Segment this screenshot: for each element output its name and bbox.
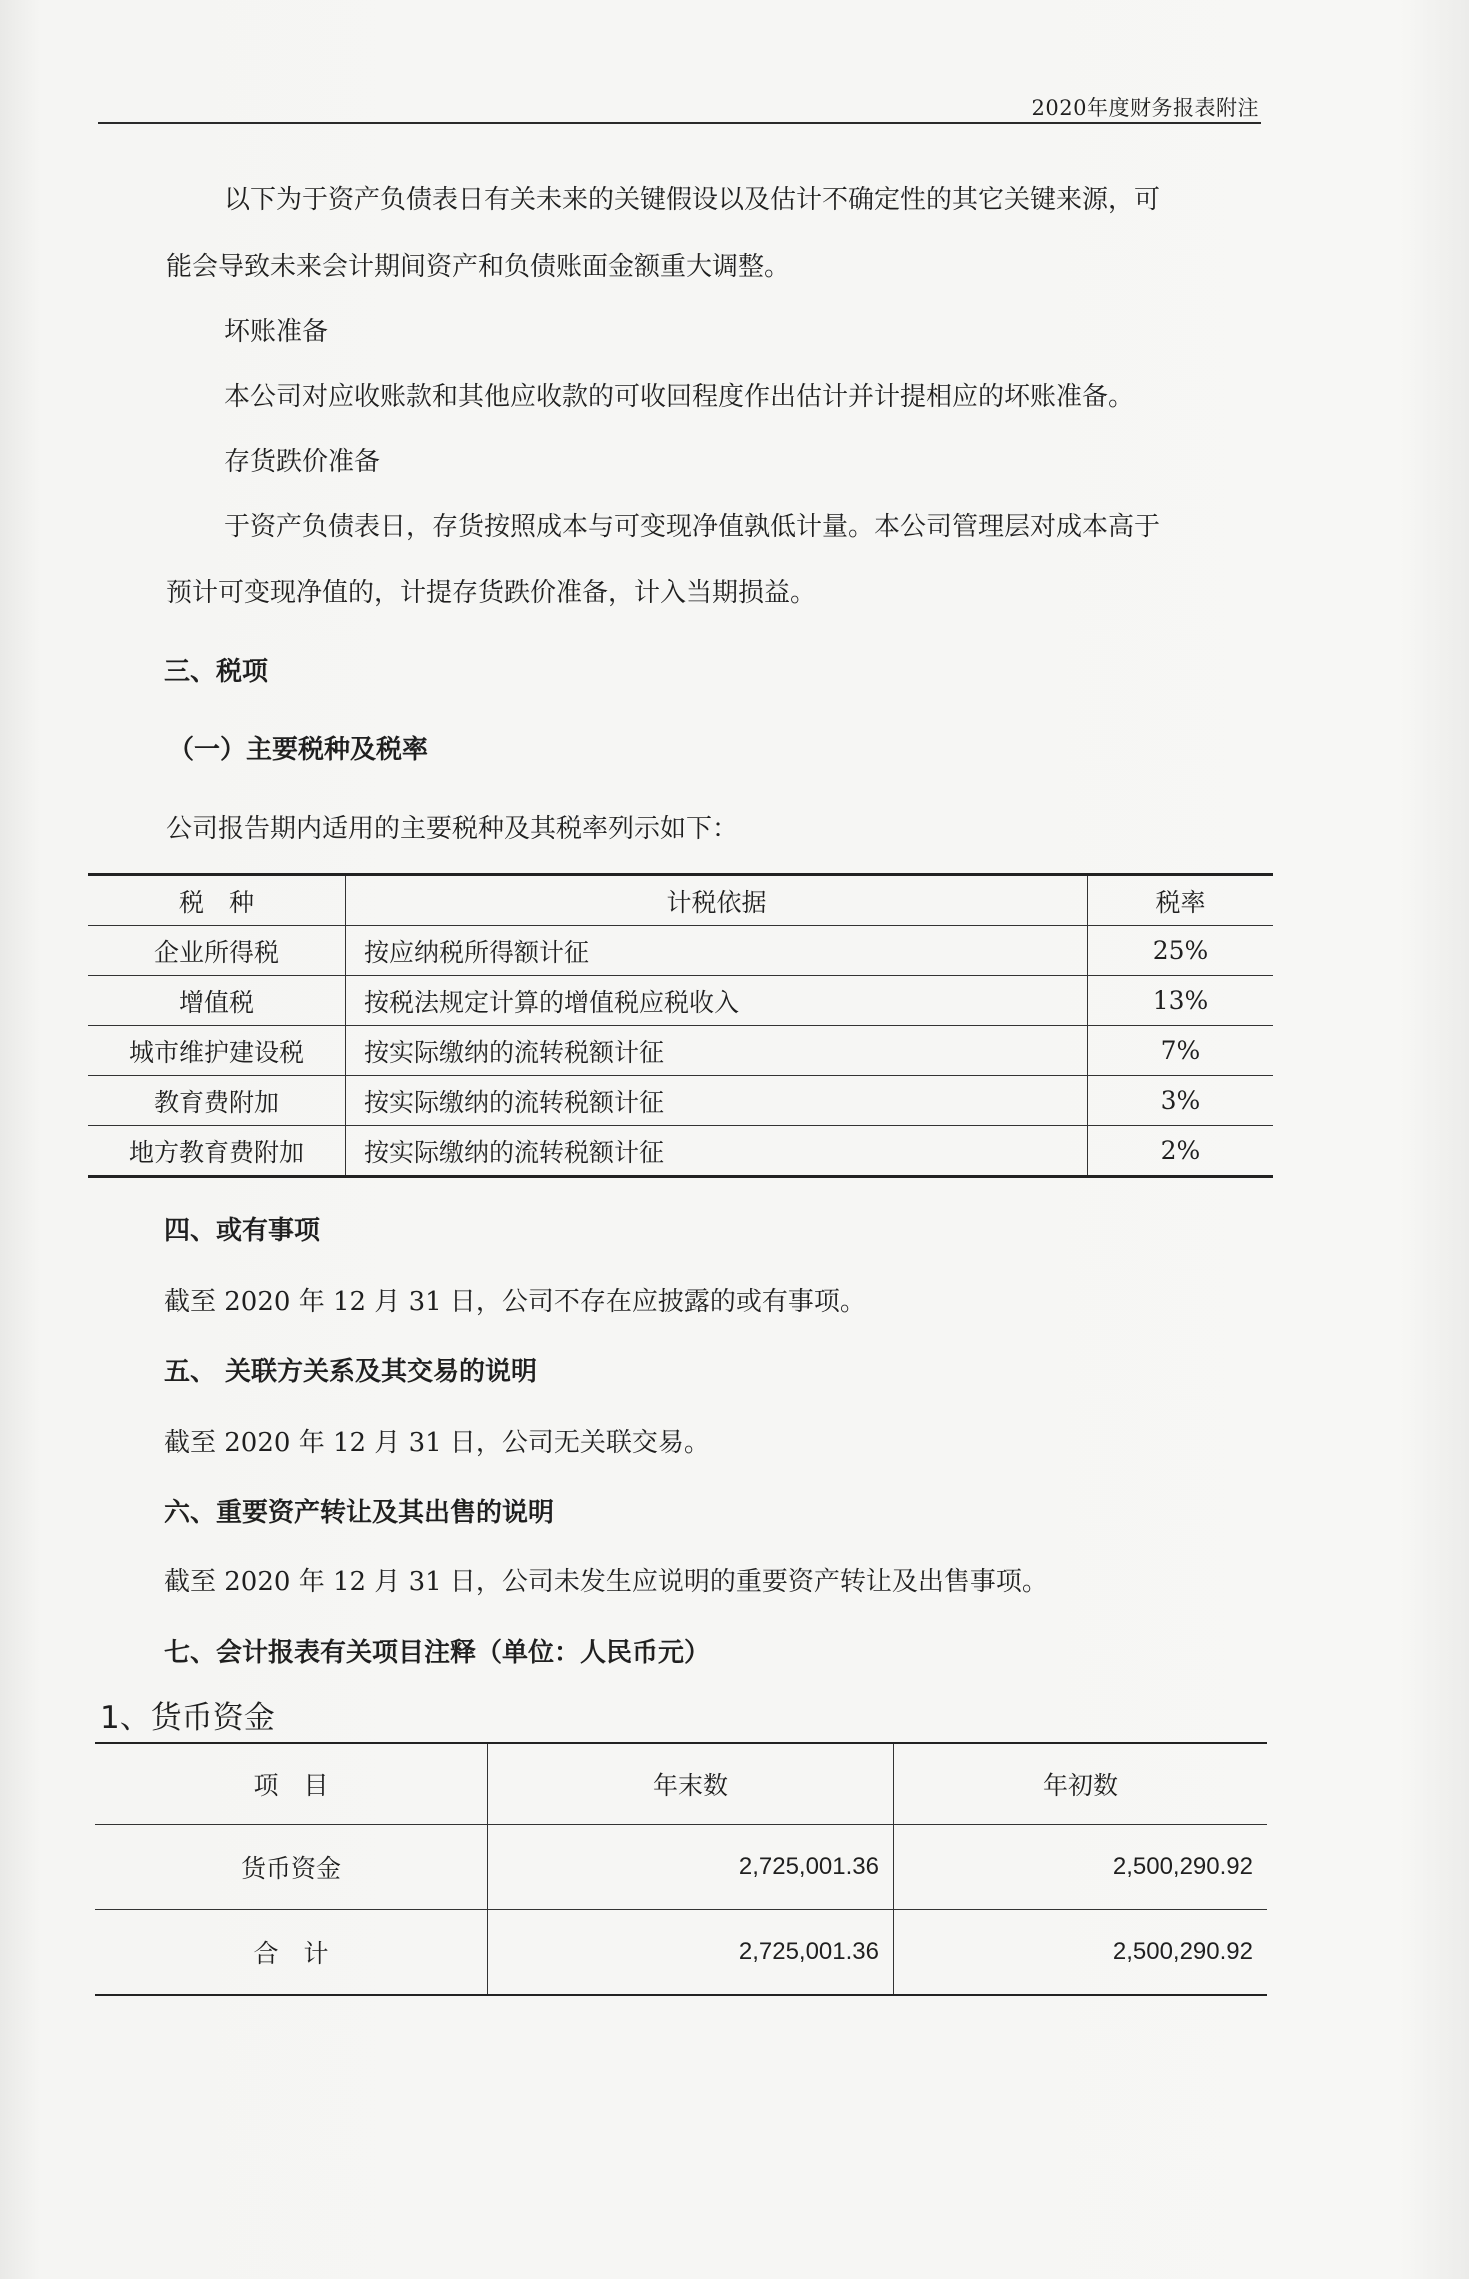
heading-bad-debt: 坏账准备 <box>224 317 329 347</box>
section3-1-heading: （一）主要税种及税率 <box>168 735 429 765</box>
cash-year-begin: 2,500,290.92 <box>894 1910 1268 1996</box>
tax-type: 教育费附加 <box>88 1076 346 1126</box>
tax-type: 城市维护建设税 <box>88 1026 346 1076</box>
page-header-title: 2020年度财务报表附注 <box>1031 96 1259 120</box>
tax-intro: 公司报告期内适用的主要税种及其税率列示如下： <box>166 814 739 844</box>
tax-rate-table <box>88 873 1273 1178</box>
section6-text: 截至 2020 年 12 月 31 日，公司未发生应说明的重要资产转让及出售事项。 <box>164 1567 1048 1597</box>
cash-col-year-begin: 年初数 <box>894 1743 1268 1825</box>
cash-year-begin: 2,500,290.92 <box>894 1825 1268 1910</box>
cash-year-end: 2,725,001.36 <box>488 1910 894 1996</box>
tax-basis: 按实际缴纳的流转税额计征 <box>346 1026 1088 1076</box>
cash-item: 合 计 <box>95 1910 488 1996</box>
section3-heading: 三、税项 <box>164 657 269 687</box>
tax-rate: 7% <box>1088 1026 1274 1076</box>
tax-rate: 2% <box>1088 1126 1274 1177</box>
section5-text: 截至 2020 年 12 月 31 日，公司无关联交易。 <box>164 1428 710 1458</box>
para-inventory-line2: 预计可变现净值的，计提存货跌价准备，计入当期损益。 <box>166 578 817 608</box>
para-inventory-line1: 于资产负债表日，存货按照成本与可变现净值孰低计量。本公司管理层对成本高于 <box>224 512 1161 542</box>
header-rule <box>98 122 1261 124</box>
section4-heading: 四、或有事项 <box>164 1216 321 1246</box>
tax-basis: 按实际缴纳的流转税额计征 <box>346 1126 1088 1177</box>
cash-table <box>95 1742 1267 1996</box>
tax-rate: 3% <box>1088 1076 1274 1126</box>
cash-table-header <box>95 1743 1267 1825</box>
tax-rate: 13% <box>1088 976 1274 1026</box>
section5-heading: 五、 关联方关系及其交易的说明 <box>164 1357 538 1387</box>
cash-col-year-end: 年末数 <box>488 1743 894 1825</box>
tax-type: 地方教育费附加 <box>88 1126 346 1177</box>
section6-heading: 六、重要资产转让及其出售的说明 <box>164 1498 555 1528</box>
tax-type: 企业所得税 <box>88 926 346 976</box>
table-row <box>88 926 1273 976</box>
tax-basis: 按实际缴纳的流转税额计征 <box>346 1076 1088 1126</box>
para1-line1: 以下为于资产负债表日有关未来的关键假设以及估计不确定性的其它关键来源，可 <box>224 185 1161 215</box>
tax-type: 增值税 <box>88 976 346 1026</box>
section7-heading: 七、会计报表有关项目注释（单位：人民币元） <box>164 1638 711 1668</box>
tax-col-rate: 税率 <box>1088 875 1274 926</box>
para-bad-debt: 本公司对应收账款和其他应收款的可收回程度作出估计并计提相应的坏账准备。 <box>224 382 1135 412</box>
para1-line2: 能会导致未来会计期间资产和负债账面金额重大调整。 <box>166 252 791 282</box>
cash-col-item: 项 目 <box>95 1743 488 1825</box>
tax-rate: 25% <box>1088 926 1274 976</box>
tax-col-basis: 计税依据 <box>346 875 1088 926</box>
tax-table-header <box>88 875 1273 926</box>
table-row <box>88 1076 1273 1126</box>
heading-inventory: 存货跌价准备 <box>224 447 381 477</box>
table-row <box>88 1026 1273 1076</box>
cash-item: 货币资金 <box>95 1825 488 1910</box>
tax-col-type: 税 种 <box>88 875 346 926</box>
cash-year-end: 2,725,001.36 <box>488 1825 894 1910</box>
table-row <box>95 1910 1267 1996</box>
tax-basis: 按税法规定计算的增值税应税收入 <box>346 976 1088 1026</box>
item1-heading: 1、货币资金 <box>100 1700 275 1736</box>
tax-basis: 按应纳税所得额计征 <box>346 926 1088 976</box>
section4-text: 截至 2020 年 12 月 31 日，公司不存在应披露的或有事项。 <box>164 1287 866 1317</box>
table-row <box>95 1825 1267 1910</box>
table-row <box>88 1126 1273 1177</box>
table-row <box>88 976 1273 1026</box>
